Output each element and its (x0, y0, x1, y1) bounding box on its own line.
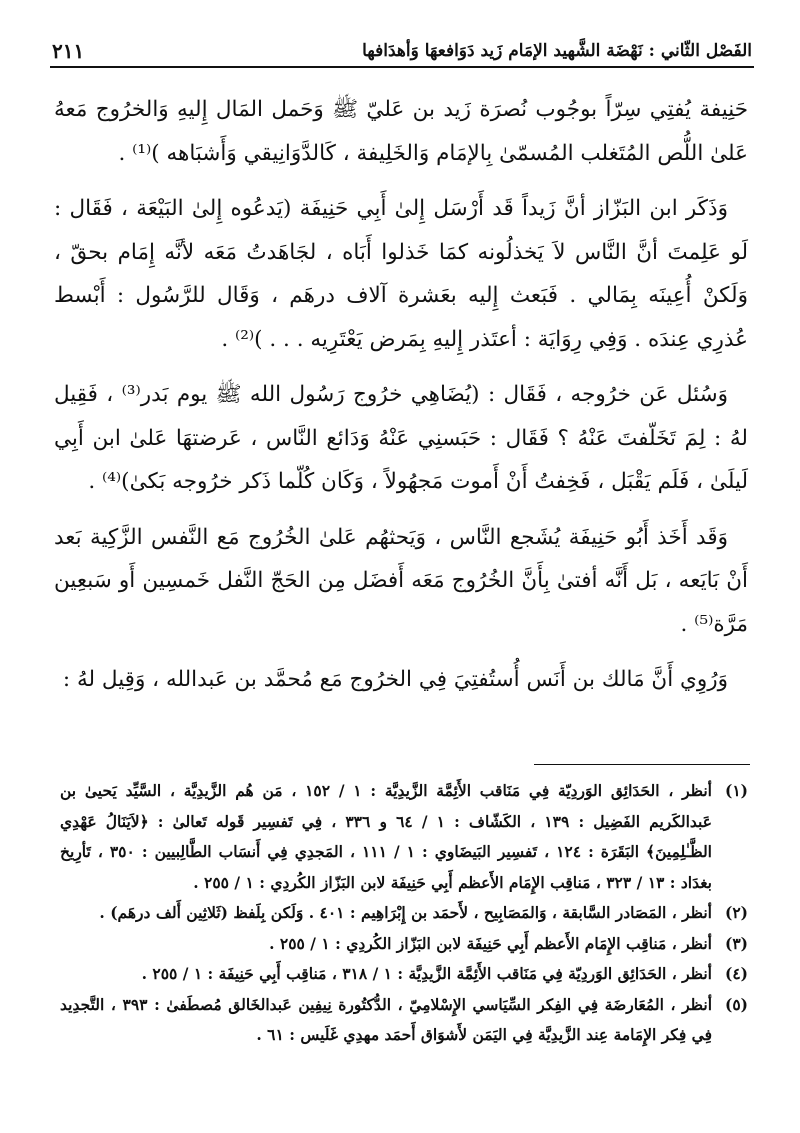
paragraph: حَنِيفة يُفتِي سِرّاً بوجُوب نُصرَة زَيد بن عَليّ ﷺ وَحَمل المَال إِليهِ وَالخرُوج مَعهُ عَلىٰ اللُّص المُتَغلب المُسمّىٰ بِالإمَام وَالخَلِيفة ، كَالدَّوَانِيقي وَأَشبَاهه )⁽¹⁾ . (54, 97, 748, 166)
footnote (60, 898, 748, 929)
footnote (60, 776, 748, 898)
footnote-text: أنظر ، الحَدَائِق الوَردِيّة فِي مَنَاقب الأَئِمَّة الزَّيدِيَّة : ١ / ٣١٨ ، مَناقِب أَبِي حَنِيفَة : ١ / ٢٥٥ . (141, 964, 712, 983)
footnote-separator (534, 764, 750, 765)
footnote-number: (٥) (724, 994, 748, 1014)
running-title: الفَصْل الثّاني : نَهْضَة الشَّهيد الإمَام زَيد دَوَافعهَا وَأهدَافها (362, 41, 752, 61)
footnote (60, 929, 748, 960)
footnote-text: أنظر ، المَصَادر السَّابقة ، وَالمَصَابِيح ، لأَحمَد بن إِبْرَاهِيم : ٤٠١ . وَلَكن بِلَفظ (ثَلاثِين أَلف درهَم) . (99, 903, 712, 922)
footnote-number: (٢) (724, 903, 748, 922)
page-number: ٢١١ (52, 39, 85, 63)
footnote-number: (٤) (724, 964, 748, 983)
paragraph: وَذَكَر ابن البَزّاز أنَّ زَيداً قَد أَرْسَل إِلىٰ أَبِي حَنِيفَة (يَدعُوه إِلىٰ البَيْعَة ، فَقَال : لَو عَلِمتَ أنَّ النَّاس لاَ يَخذلُونه كمَا خَذلوا أَبَاه ، لجَاهَدتُ مَعَه لأنَّه إِمَام بحقّ ، وَلَكنْ أُعِينَه بِمَالي . فَبَعث إِليه بعَشرة آلاف درهَم ، وَقَال للرَّسُول : أَبْسط عُذرِي عِندَه . وَفِي رِوَايَة : أعتَذر إِليهِ بِمَرض يَعْتَرِيه . . . )⁽²⁾ . (54, 196, 748, 352)
footnotes (60, 776, 748, 1051)
footnote-number: (١) (724, 781, 748, 800)
footnote-number: (٣) (724, 933, 748, 953)
footnote (60, 990, 748, 1051)
main-text (54, 88, 748, 714)
paragraph: وَسُئل عَن خرُوجه ، فَقَال : (يُضَاهِي خرُوج رَسُول الله ﷺ يوم بَدر⁽³⁾ ، فَقِيل لهُ : لِمَ تَخَلّفتَ عَنْهُ ؟ فَقَال : حَبَسنِي عَنْهُ وَدَائع النَّاس ، عَرضتهَا عَلىٰ ابن أَبِي لَيلَىٰ ، فَلَم يَقْبَل ، فَخِفتُ أَنْ أَموت مَجهُولاً ، وَكَان كُلّما ذَكر خرُوجه بَكىٰ)⁽⁴⁾ . (54, 382, 748, 494)
paragraph: وَرُوِي أَنَّ مَالك بن أَنَس أُستُفتِيَ فِي الخرُوج مَع مُحمَّد بن عَبدالله ، وَقِيل لهُ : (62, 667, 728, 692)
running-header (52, 34, 752, 68)
paragraph: وَقَد أَخَذ أَبُو حَنِيفَة يُشَجع النَّاس ، وَيَحثهُم عَلىٰ الخُرُوج مَع النَّفس الزَّكِية بَعد أَنْ بَايَعه ، بَل أَنَّه أفتىٰ بِأَنَّ الخُرُوج مَعَه أَفضَل مِن الحَجّ النَّفل خَمسِين أَو سَبعِين مَرَّة⁽⁵⁾ . (54, 524, 748, 637)
footnote-text: أنظر ، مَناقِب الإِمَام الأَعظم أَبِي حَنِيفَة لابن البَزّاز الكُردِي : ١ / ٢٥٥ . (269, 933, 712, 953)
footnote-text: أنظر ، الحَدَائِق الوَردِيّة فِي مَنَاقب الأَئِمَّة الزَّيدِيَّة : ١ / ١٥٢ ، مَن هُم الزَّيدِيَّة ، السَّيِّد يَحيىٰ بن عَبدالكَريم الفَضِيل : ١٣٩ ، الكَشّاف : ١ / ٦٤ و ٣٣٦ ، فِي تَفسِير قَوله تَعالىٰ : ﴿لاَيَنَالُ عَهْدِي الظَّـٰلِمِينَ﴾ البَقَرَة : ١٢٤ ، تَفسِير البَيضَاوي : ١ / ١١١ ، المَجدِي فِي أَنسَاب الطَّالِبيين : ٣٥٠ ، تَأرِيخ بغدَاد : ١٣ / ٣٢٣ ، مَناقِب الإِمَام الأَعظم أَبِي حَنِيفَة لابن البَزّاز الكُردِي : ١ / ٢٥٥ . (60, 781, 712, 892)
footnote-text: أنظر ، المُعَارضَة فِي الفِكر السِّيَاسي الإِسْلامِيّ ، الدُّكتُورة نِيفِين عَبدالخَالق مُصطَفىٰ : ٣٩٣ ، التَّجدِيد فِي فِكر الإِمَامة عِند الزَّيدِيَّة فِي اليَمَن لأَشوَاق أَحمَد مهدِي غَلَيس : ٦١ . (60, 994, 713, 1044)
header-rule (50, 66, 754, 68)
footnote (60, 959, 748, 990)
